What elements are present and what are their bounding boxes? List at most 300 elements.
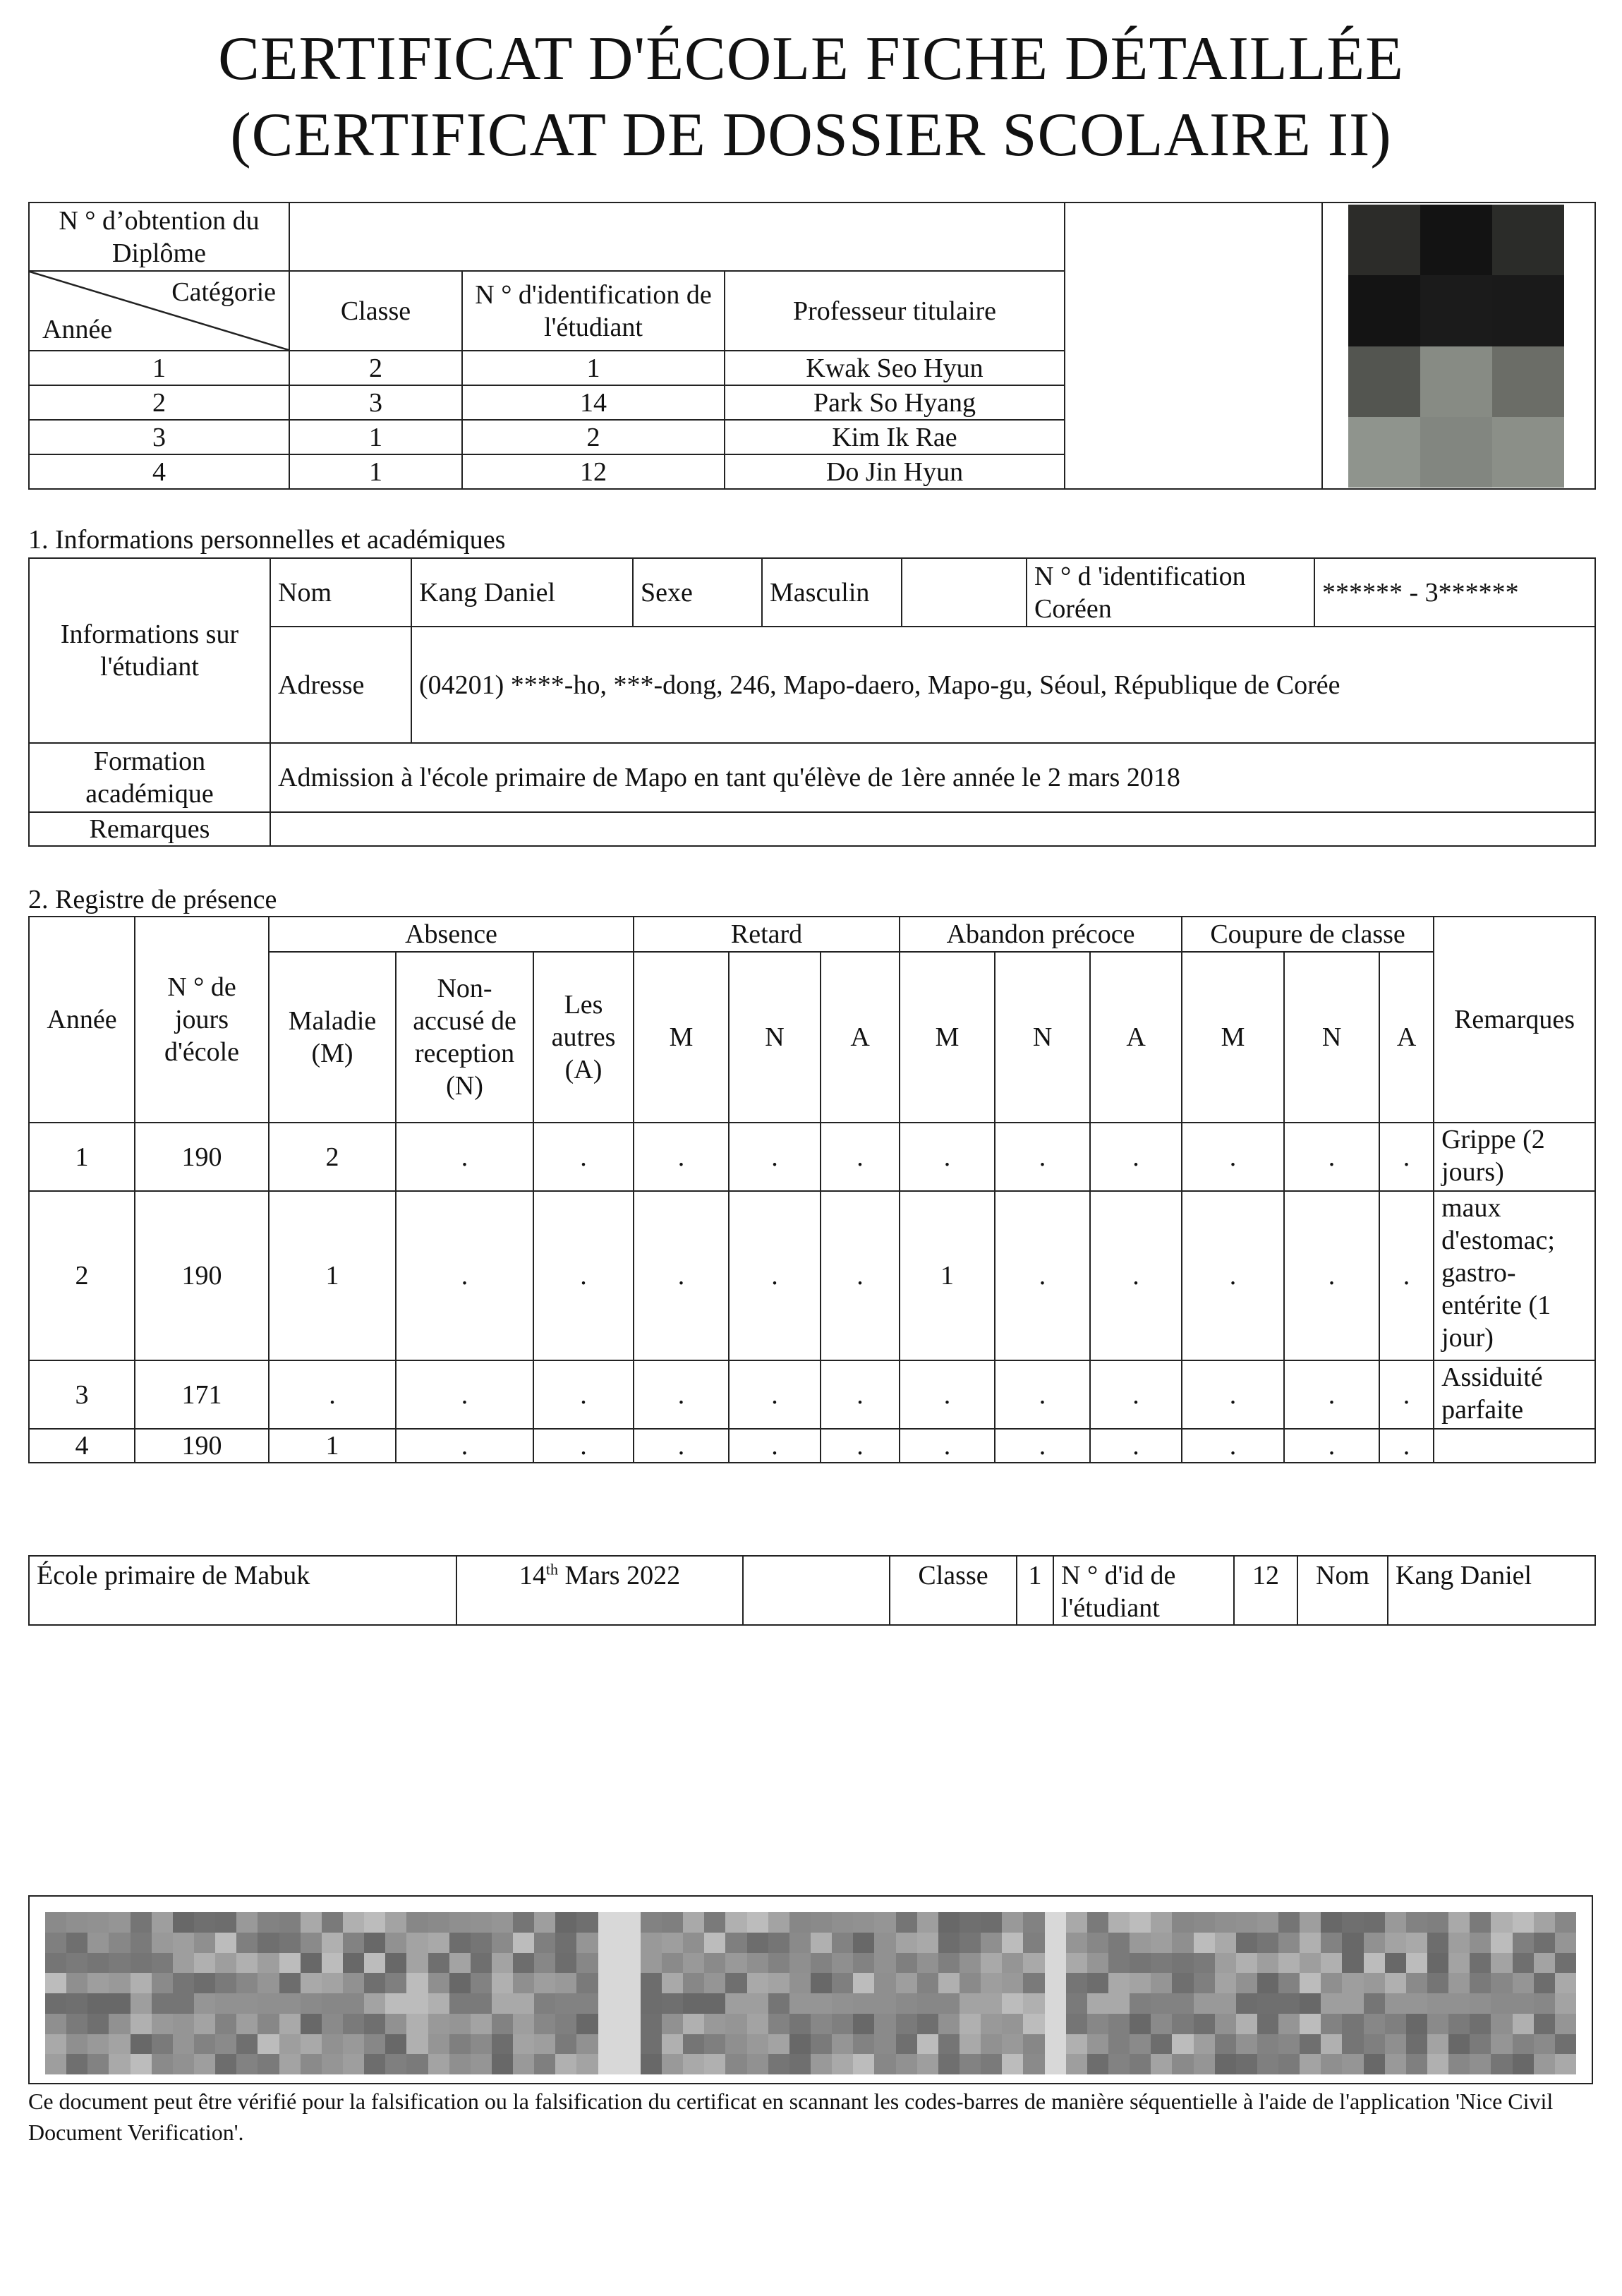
barcode-pixel — [215, 1993, 236, 2014]
barcode-pixel — [619, 2034, 641, 2055]
barcode-pixel — [66, 2034, 87, 2055]
photo-pixel — [1420, 205, 1492, 275]
section2-heading: 2. Registre de présence — [28, 885, 277, 914]
barcode-pixel — [258, 2054, 279, 2074]
barcode-pixel — [1448, 2054, 1470, 2074]
sex-value: Masculin — [762, 558, 902, 627]
barcode-pixel — [1278, 2054, 1300, 2074]
barcode-pixel — [874, 1993, 895, 2014]
barcode-pixel — [1045, 1912, 1066, 1933]
barcode-pixel — [449, 1973, 471, 1993]
barcode-pixel — [619, 2054, 641, 2074]
barcode-pixel — [1406, 1912, 1427, 1933]
korean-id-label: N ° d 'identification Coréen — [1027, 558, 1314, 627]
barcode-pixel — [513, 2014, 534, 2034]
barcode-pixel — [279, 1912, 301, 1933]
row-value: . — [634, 1123, 729, 1191]
barcode-pixel — [662, 1933, 683, 1953]
blank-cell — [743, 1556, 890, 1625]
col-class: Classe — [289, 271, 462, 351]
barcode-pixel — [874, 2054, 895, 2074]
barcode-pixel — [236, 1973, 258, 1993]
barcode-pixel — [1130, 1973, 1151, 1993]
barcode-pixel — [1066, 2054, 1087, 2074]
barcode-pixel — [87, 2034, 109, 2055]
table-row — [29, 1360, 1595, 1429]
row-id: 2 — [462, 420, 725, 454]
barcode-pixel — [789, 1973, 811, 1993]
barcode-pixel — [917, 1993, 938, 2014]
barcode-pixel — [1066, 1993, 1087, 2014]
barcode-pixel — [385, 1912, 406, 1933]
row-value: . — [269, 1360, 396, 1429]
barcode-pixel — [1427, 1973, 1448, 1993]
barcode-pixel — [555, 2034, 576, 2055]
barcode-pixel — [109, 1912, 130, 1933]
barcode-pixel — [811, 2034, 832, 2055]
barcode-pixel — [1406, 2014, 1427, 2034]
barcode-pixel — [513, 1912, 534, 1933]
barcode-pixel — [896, 1993, 917, 2014]
barcode-pixel — [471, 2054, 492, 2074]
barcode-pixel — [194, 1973, 215, 1993]
barcode-pixel — [1385, 2054, 1406, 2074]
row-year: 3 — [29, 1360, 135, 1429]
barcode-pixel — [853, 1973, 874, 1993]
barcode-pixel — [1555, 1912, 1576, 1933]
barcode-pixel — [1002, 2014, 1023, 2034]
barcode-pixel — [598, 1973, 619, 1993]
barcode-pixel — [1555, 1953, 1576, 1974]
barcode-pixel — [662, 2034, 683, 2055]
barcode-pixel — [1448, 2034, 1470, 2055]
barcode-pixel — [236, 2054, 258, 2074]
barcode-pixel — [385, 2034, 406, 2055]
barcode-pixel — [279, 1993, 301, 2014]
barcode-pixel — [1066, 1912, 1087, 1933]
barcode-pixel — [1385, 1912, 1406, 1933]
barcode-pixel — [619, 2014, 641, 2034]
barcode-pixel — [811, 1953, 832, 1974]
barcode-pixel — [874, 1933, 895, 1953]
barcode-pixel — [1087, 1973, 1108, 1993]
barcode-pixel — [768, 1933, 789, 1953]
barcode-pixel — [513, 1953, 534, 1974]
barcode-pixel — [322, 2014, 343, 2034]
barcode-pixel — [938, 1993, 960, 2014]
barcode-pixel — [789, 1953, 811, 1974]
barcode-pixel — [641, 1993, 662, 2014]
footer-info-table — [28, 1555, 1596, 1626]
barcode-pixel — [874, 2014, 895, 2034]
barcode-pixel — [364, 1953, 385, 1974]
barcode-pixel — [598, 1993, 619, 2014]
table-row — [29, 1191, 1595, 1360]
photo-pixel — [1492, 417, 1564, 488]
barcode-pixel — [1300, 2014, 1321, 2034]
barcode-pixel — [152, 1933, 173, 1953]
footer-class-value: 1 — [1017, 1556, 1053, 1625]
barcode-pixel — [45, 1953, 66, 1974]
barcode-pixel — [853, 1912, 874, 1933]
barcode-pixel — [1023, 2014, 1044, 2034]
barcode-pixel — [534, 1953, 555, 1974]
row-teacher: Kim Ik Rae — [725, 420, 1065, 454]
barcode-pixel — [747, 2034, 768, 2055]
barcode-pixel — [1087, 1912, 1108, 1933]
row-value: 1 — [269, 1429, 396, 1463]
barcode-pixel — [960, 1912, 981, 1933]
barcode-pixel — [789, 2054, 811, 2074]
barcode-pixel — [1321, 2054, 1342, 2074]
barcode-pixel — [1236, 1993, 1257, 2014]
barcode-pixel — [406, 2014, 428, 2034]
barcode-pixel — [87, 1993, 109, 2014]
barcode-pixel — [1108, 1912, 1130, 1933]
barcode-pixel — [1045, 2014, 1066, 2034]
barcode-pixel — [917, 1912, 938, 1933]
barcode-pixel — [428, 1933, 449, 1953]
barcode-pixel — [832, 1993, 853, 2014]
address-value: (04201) ****-ho, ***-dong, 246, Mapo-daero, Mapo-gu, Séoul, République de Corée — [411, 627, 1595, 743]
barcode-pixel — [981, 1993, 1002, 2014]
barcode-pixel — [704, 2014, 725, 2034]
barcode-pixel — [1045, 2034, 1066, 2055]
row-value: . — [900, 1429, 995, 1463]
barcode-pixel — [131, 1933, 152, 1953]
barcode-pixel — [322, 1973, 343, 1993]
barcode-pixel — [1066, 1933, 1087, 1953]
barcode-pixel — [960, 2014, 981, 2034]
photo-pixel — [1492, 346, 1564, 417]
barcode-pixel — [1427, 2054, 1448, 2074]
barcode-pixel — [385, 1953, 406, 1974]
barcode-pixel — [768, 2014, 789, 2034]
col-school-days: N ° de jours d'école — [135, 917, 269, 1123]
row-value: . — [1090, 1429, 1182, 1463]
barcode-pixel — [725, 2034, 746, 2055]
barcode-pixel — [45, 2014, 66, 2034]
row-id: 12 — [462, 454, 725, 489]
barcode-pixel — [1278, 1933, 1300, 1953]
barcode-pixel — [471, 2034, 492, 2055]
barcode-pixel — [1172, 1912, 1193, 1933]
barcode-pixel — [1448, 1953, 1470, 1974]
date-day: 14 — [519, 1561, 546, 1590]
barcode-pixel — [1534, 2014, 1555, 2034]
barcode-pixel — [534, 2014, 555, 2034]
photo-pixel — [1348, 346, 1420, 417]
barcode-pixel — [449, 2054, 471, 2074]
row-value: . — [995, 1191, 1090, 1360]
barcode-pixel — [301, 1933, 322, 1953]
barcode-pixel — [428, 1973, 449, 1993]
barcode-pixel — [236, 1993, 258, 2014]
barcode-pixel — [938, 1973, 960, 1993]
barcode-pixel — [364, 2034, 385, 2055]
class-history-table — [28, 202, 1596, 490]
row-value: . — [1379, 1191, 1434, 1360]
row-class: 1 — [289, 420, 462, 454]
barcode-pixel — [1172, 1953, 1193, 1974]
barcode-pixel — [109, 2014, 130, 2034]
row-school-days: 190 — [135, 1429, 269, 1463]
barcode-pixel — [1257, 1993, 1278, 2014]
barcode-pixel — [406, 1953, 428, 1974]
barcode-pixel — [109, 1973, 130, 1993]
group-late: Retard — [634, 917, 900, 952]
barcode-pixel — [1491, 2034, 1512, 2055]
barcode-pixel — [1470, 1953, 1491, 1974]
barcode-pixel — [152, 2034, 173, 2055]
barcode-pixel — [725, 1993, 746, 2014]
barcode-pixel — [152, 1973, 173, 1993]
row-value: . — [1379, 1360, 1434, 1429]
barcode-pixel — [1151, 2014, 1172, 2034]
barcode-pixel — [683, 2054, 704, 2074]
row-school-days: 171 — [135, 1360, 269, 1429]
barcode-pixel — [492, 2034, 513, 2055]
barcode-pixel — [874, 2034, 895, 2055]
sub-early-n: N — [995, 952, 1090, 1123]
barcode-pixel — [1342, 2014, 1363, 2034]
barcode-pixel — [1534, 1953, 1555, 1974]
barcode-pixel — [1045, 1953, 1066, 1974]
col-teacher: Professeur titulaire — [725, 271, 1065, 351]
barcode-pixel — [87, 1973, 109, 1993]
barcode-pixel — [1555, 1993, 1576, 2014]
barcode-pixel — [1215, 1953, 1236, 1974]
row-value: 1 — [900, 1191, 995, 1360]
barcode-pixel — [896, 1912, 917, 1933]
barcode-pixel — [471, 1993, 492, 2014]
barcode-pixel — [832, 2054, 853, 2074]
barcode-pixel — [1278, 1993, 1300, 2014]
name-value: Kang Daniel — [411, 558, 633, 627]
barcode-pixel — [1278, 1912, 1300, 1933]
barcode-pixel — [1513, 2054, 1534, 2074]
barcode-pixel — [1491, 1993, 1512, 2014]
barcode-pixel — [1342, 2054, 1363, 2074]
barcode-pixel — [1534, 2034, 1555, 2055]
sub-cut-n: N — [1284, 952, 1379, 1123]
barcode-pixel — [279, 2034, 301, 2055]
barcode-pixel — [1023, 2054, 1044, 2074]
row-value: . — [634, 1429, 729, 1463]
barcode-pixel — [449, 1912, 471, 1933]
barcode-pixel — [194, 2054, 215, 2074]
barcode-pixel — [1108, 2034, 1130, 2055]
barcode-pixel — [1470, 1933, 1491, 1953]
attendance-body — [29, 1123, 1595, 1463]
barcode-pixel — [322, 1953, 343, 1974]
barcode-pixel — [768, 2054, 789, 2074]
barcode-pixel — [279, 1933, 301, 1953]
barcode-pixel — [768, 1993, 789, 2014]
sub-cut-m: M — [1182, 952, 1284, 1123]
barcode-pixel — [811, 1973, 832, 1993]
barcode-pixel — [641, 2034, 662, 2055]
barcode-pixel — [1321, 1993, 1342, 2014]
barcode-pixel — [1194, 1912, 1215, 1933]
barcode-pixel — [173, 2034, 194, 2055]
barcode-pixel — [173, 1953, 194, 1974]
barcode-pixel — [364, 1933, 385, 1953]
row-value: . — [995, 1123, 1090, 1191]
barcode-pixel — [534, 1973, 555, 1993]
barcode-pixel — [258, 2034, 279, 2055]
barcode-pixel — [109, 2054, 130, 2074]
diploma-number-value — [289, 203, 1065, 271]
barcode-pixel — [1066, 1973, 1087, 1993]
barcode-pixel — [1300, 1973, 1321, 1993]
barcode-pixel — [960, 2054, 981, 2074]
barcode-pixel — [704, 2034, 725, 2055]
row-value: . — [1379, 1123, 1434, 1191]
barcode-pixel — [917, 2034, 938, 2055]
barcode-pixel — [555, 2054, 576, 2074]
barcode-pixel — [1278, 1953, 1300, 1974]
barcode-pixel — [641, 1933, 662, 1953]
barcode-pixel — [406, 1973, 428, 1993]
row-id: 1 — [462, 351, 725, 385]
barcode-pixel — [1130, 2054, 1151, 2074]
row-teacher: Kwak Seo Hyun — [725, 351, 1065, 385]
barcode-pixel — [704, 2054, 725, 2074]
footer-date — [456, 1556, 743, 1625]
barcode-pixel — [45, 1993, 66, 2014]
barcode-pixel — [1278, 2034, 1300, 2055]
barcode-pixel — [1427, 2034, 1448, 2055]
barcode-pixel — [1194, 1993, 1215, 2014]
row-school-days: 190 — [135, 1191, 269, 1360]
barcode-pixel — [152, 2054, 173, 2074]
barcode-pixel — [683, 1912, 704, 1933]
row-value: . — [533, 1360, 634, 1429]
barcode-pixel — [832, 1933, 853, 1953]
barcode-pixel — [1555, 2014, 1576, 2034]
barcode-pixel — [1364, 1933, 1385, 1953]
photo-pixel — [1420, 346, 1492, 417]
barcode-pixel — [1406, 1933, 1427, 1953]
col-remarks: Remarques — [1434, 917, 1595, 1123]
barcode-pixel — [1470, 2034, 1491, 2055]
barcode-pixel — [938, 1933, 960, 1953]
barcode-pixel — [406, 1993, 428, 2014]
barcode-pixel — [896, 2054, 917, 2074]
barcode-pixel — [279, 1953, 301, 1974]
group-class-cut: Coupure de classe — [1182, 917, 1434, 952]
section1-heading: 1. Informations personnelles et académiques — [28, 525, 506, 555]
barcode-pixel — [534, 1912, 555, 1933]
barcode-pixel — [173, 1973, 194, 1993]
date-rest: Mars 2022 — [558, 1561, 681, 1590]
barcode-pixel — [981, 1973, 1002, 1993]
barcode-pixel — [236, 2034, 258, 2055]
barcode-pixel — [173, 1912, 194, 1933]
barcode-pixel — [725, 1973, 746, 1993]
barcode-pixel — [1448, 1993, 1470, 2014]
barcode-pixel — [598, 1933, 619, 1953]
barcode-pixel — [215, 2054, 236, 2074]
barcode-pixel — [1215, 2054, 1236, 2074]
barcode-pixel — [364, 2054, 385, 2074]
barcode-pixel — [322, 2034, 343, 2055]
barcode-pixel — [1491, 2014, 1512, 2034]
verification-note: Ce document peut être vérifié pour la falsification ou la falsification du certificat en scannant les codes-barres de manière séquentielle à l'aide de l'application 'Nice Civil Document Verification'. — [28, 2089, 1554, 2145]
barcode-pixel — [1172, 2034, 1193, 2055]
barcode-pixel — [789, 2034, 811, 2055]
barcode-pixel — [406, 2034, 428, 2055]
barcode-pixel — [215, 1933, 236, 1953]
sub-illness: Maladie (M) — [269, 952, 396, 1123]
barcode-pixel — [173, 2014, 194, 2034]
barcode-pixel — [1151, 2034, 1172, 2055]
diploma-number-label: N ° d’obtention du Diplôme — [29, 203, 289, 271]
barcode-pixel — [981, 2014, 1002, 2034]
student-info-label: Informations sur l'étudiant — [29, 558, 270, 743]
barcode-pixel — [131, 1973, 152, 1993]
barcode-pixel — [704, 1993, 725, 2014]
barcode-pixel — [131, 2034, 152, 2055]
barcode-pixel — [641, 2014, 662, 2034]
date-suffix: th — [545, 1560, 558, 1578]
barcode-pixel — [576, 2014, 598, 2034]
barcode-pixel — [131, 1912, 152, 1933]
footer-name-value: Kang Daniel — [1388, 1556, 1595, 1625]
barcode-pixel — [45, 1912, 66, 1933]
barcode-pixel — [215, 2034, 236, 2055]
barcode-pixel — [492, 2014, 513, 2034]
category-year-header — [29, 271, 289, 351]
footer-id-value: 12 — [1234, 1556, 1297, 1625]
barcode-pixel — [1023, 1993, 1044, 2014]
row-remarks: Grippe (2 jours) — [1434, 1123, 1595, 1191]
barcode-pixel — [1406, 2054, 1427, 2074]
korean-id-value: ****** - 3****** — [1314, 558, 1595, 627]
barcode-pixel — [619, 1993, 641, 2014]
barcode-pixel — [1321, 1953, 1342, 1974]
row-remarks: Assiduité parfaite — [1434, 1360, 1595, 1429]
barcode-pixel — [131, 2054, 152, 2074]
barcode-pixel — [789, 2014, 811, 2034]
sub-cut-a: A — [1379, 952, 1434, 1123]
barcode-pixel — [1151, 2054, 1172, 2074]
col-year: Année — [29, 917, 135, 1123]
barcode-pixel — [747, 1973, 768, 1993]
barcode-pixel — [1513, 1933, 1534, 1953]
row-year: 3 — [29, 420, 289, 454]
barcode-pixel — [598, 2054, 619, 2074]
barcode-pixel — [598, 1912, 619, 1933]
barcode-pixel — [1470, 1912, 1491, 1933]
barcode-pixel — [173, 1993, 194, 2014]
barcode-pixel — [343, 1912, 364, 1933]
barcode-pixel — [598, 1953, 619, 1974]
barcode-pixel — [704, 1953, 725, 1974]
barcode-pixel — [1385, 1973, 1406, 1993]
photo-pixel — [1420, 275, 1492, 346]
barcode-pixel — [428, 1912, 449, 1933]
barcode-pixel — [513, 2034, 534, 2055]
barcode-pixel — [662, 1953, 683, 1974]
barcode-pixel — [1555, 2034, 1576, 2055]
barcode-pixel — [1534, 1933, 1555, 1953]
sub-other: Les autres (A) — [533, 952, 634, 1123]
barcode-pixel — [279, 2054, 301, 2074]
barcode-pixel — [938, 2054, 960, 2074]
barcode-pixel — [1385, 1933, 1406, 1953]
